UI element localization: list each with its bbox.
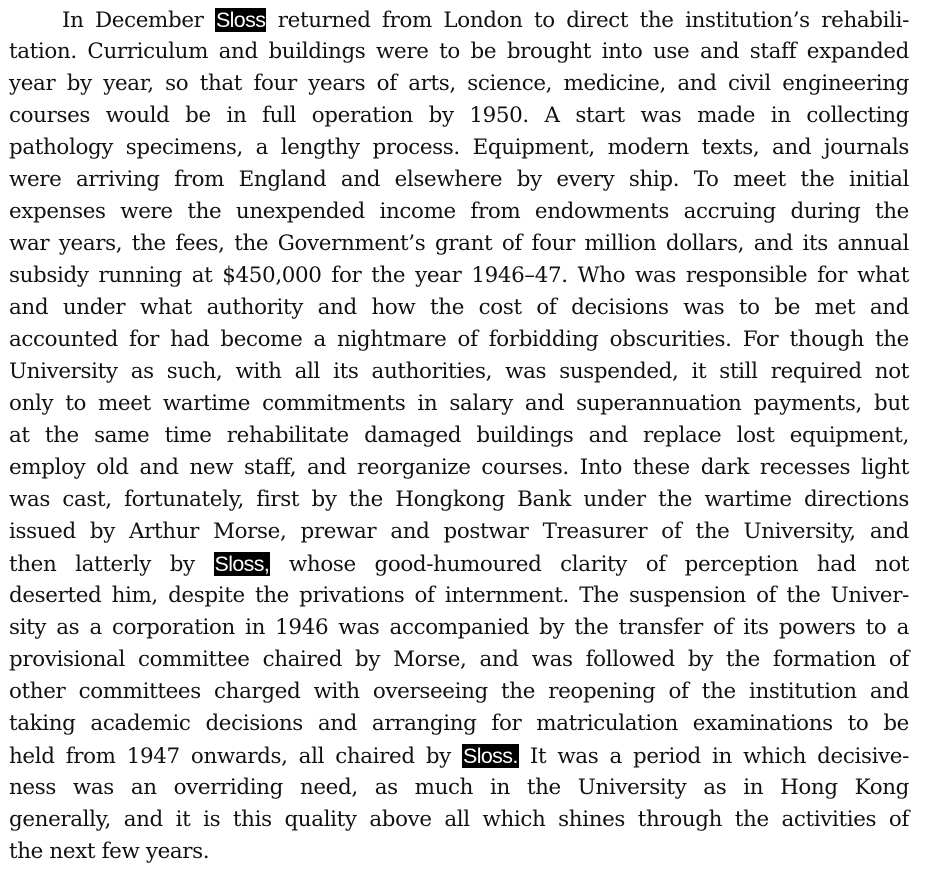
text-segment: expenses were the unexpended income from endowments accruing during the	[9, 199, 909, 224]
text-line	[9, 324, 909, 356]
text-segment: provisional committee chaired by Morse, and was followed by the formation of	[9, 647, 909, 672]
text-line	[9, 580, 909, 612]
text-segment: the next few years.	[9, 839, 210, 864]
text-segment: pathology specimens, a lengthy process. Equipment, modern texts, and journals	[9, 135, 909, 160]
text-segment: generally, and it is this quality above all which shines through the activities of	[9, 807, 909, 832]
text-line	[9, 164, 909, 196]
text-line	[9, 644, 909, 676]
text-segment: taking academic decisions and arranging for matriculation examinations to be	[9, 711, 909, 736]
text-segment: sity as a corporation in 1946 was accompanied by the transfer of its powers to a	[9, 615, 909, 640]
text-segment: was cast, fortunately, first by the Hongkong Bank under the wartime directions	[9, 487, 909, 512]
text-segment: tation. Curriculum and buildings were to be brought into use and staff expanded	[9, 39, 909, 64]
text-segment: whose good-humoured clarity of perception had not	[270, 552, 909, 577]
text-segment: It was a period in which decisive-	[518, 744, 909, 769]
text-line	[9, 388, 909, 420]
text-segment: subsidy running at $450,000 for the year 1946–47. Who was responsible for what	[9, 263, 909, 288]
text-segment: issued by Arthur Morse, prewar and postwar Treasurer of the University, and	[9, 519, 909, 544]
text-line	[9, 548, 909, 580]
text-segment: year by year, so that four years of arts, science, medicine, and civil engineering	[9, 71, 909, 96]
text-segment: and under what authority and how the cost of decisions was to be met and	[9, 295, 909, 320]
search-highlight: Sloss	[215, 8, 266, 32]
text-line	[9, 260, 909, 292]
text-line	[9, 196, 909, 228]
text-line	[9, 804, 909, 836]
text-segment: accounted for had become a nightmare of forbidding obscurities. For though the	[9, 327, 909, 352]
text-segment: deserted him, despite the privations of internment. The suspension of the Univer-	[9, 583, 909, 608]
text-line	[9, 676, 909, 708]
text-line	[9, 36, 909, 68]
text-segment: other committees charged with overseeing the reopening of the institution and	[9, 679, 909, 704]
text-segment: In December	[62, 8, 215, 33]
text-line	[9, 740, 909, 772]
text-line	[9, 612, 909, 644]
text-segment: war years, the fees, the Government’s grant of four million dollars, and its annual	[9, 231, 909, 256]
text-segment: employ old and new staff, and reorganize courses. Into these dark recesses light	[9, 455, 909, 480]
text-line	[9, 292, 909, 324]
text-segment: at the same time rehabilitate damaged buildings and replace lost equipment,	[9, 423, 909, 448]
text-segment: returned from London to direct the institution’s rehabili-	[266, 8, 909, 33]
text-line	[9, 100, 909, 132]
text-segment: then latterly by	[9, 552, 214, 577]
text-line	[9, 68, 909, 100]
text-segment: ness was an overriding need, as much in the University as in Hong Kong	[9, 775, 909, 800]
search-highlight: Sloss,	[214, 552, 270, 576]
text-line	[9, 484, 909, 516]
text-line	[9, 836, 909, 868]
text-segment: University as such, with all its authorities, was suspended, it still required not	[9, 359, 909, 384]
text-segment: courses would be in full operation by 1950. A start was made in collecting	[9, 103, 909, 128]
text-line	[9, 708, 909, 740]
text-segment: were arriving from England and elsewhere by every ship. To meet the initial	[9, 167, 909, 192]
search-highlight: Sloss.	[463, 744, 518, 768]
text-segment: held from 1947 onwards, all chaired by	[9, 744, 463, 769]
text-line	[9, 452, 909, 484]
text-line	[9, 356, 909, 388]
text-segment: only to meet wartime commitments in salary and superannuation payments, but	[9, 391, 909, 416]
text-line	[9, 516, 909, 548]
text-line	[9, 228, 909, 260]
body-paragraph	[9, 4, 909, 868]
text-line	[9, 4, 909, 36]
text-line	[9, 420, 909, 452]
text-line	[9, 772, 909, 804]
text-line	[9, 132, 909, 164]
